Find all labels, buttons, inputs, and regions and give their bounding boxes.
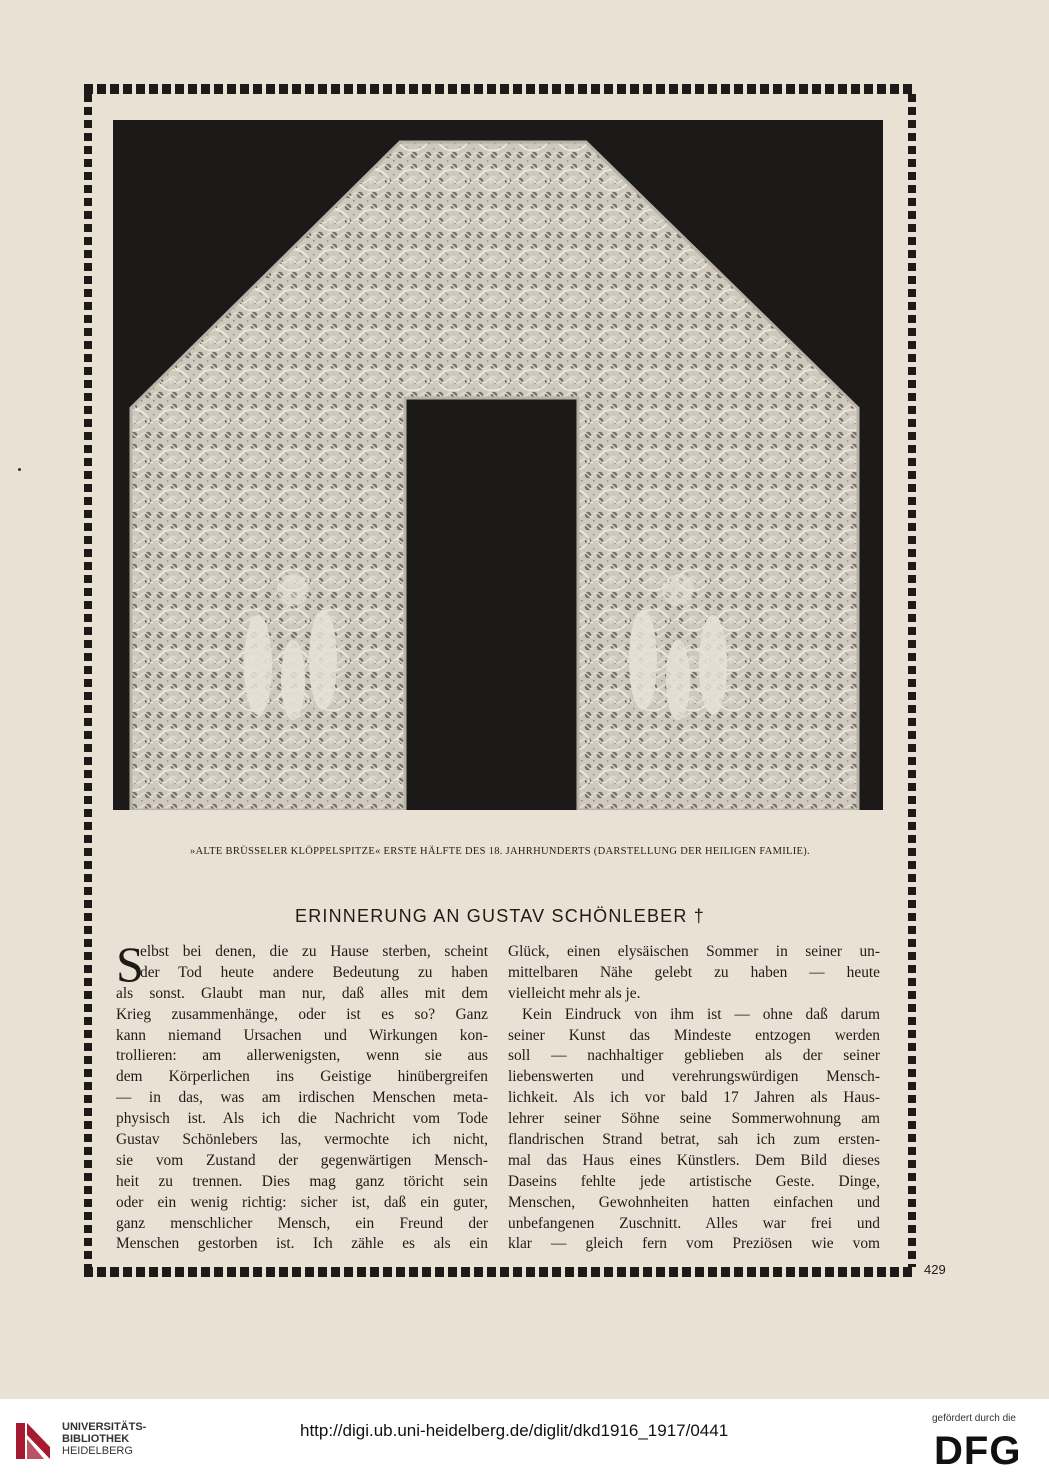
stray-mark: [18, 468, 21, 471]
text-line: oder ein wenig richtig: sicher ist, daß ein guter,: [116, 1193, 488, 1211]
figure-caption: »ALTE BRÜSSELER KLÖPPELSPITZE« ERSTE HÄLFTE DES 18. JAHRHUNDERTS (DARSTELLUNG DER HEILIGEN FAMILIE).: [190, 846, 810, 857]
text-line: liebenswerten und verehrungswürdigen Mensch-: [508, 1068, 880, 1086]
frame-bottom: [84, 1267, 916, 1277]
text-line: soll — nachhaltiger geblieben als der seiner: [508, 1047, 880, 1065]
funding-note: gefördert durch die: [932, 1413, 1016, 1424]
institution-line: HEIDELBERG: [62, 1445, 133, 1457]
text-line: trollieren: am allerwenigsten, wenn sie aus: [116, 1047, 488, 1065]
text-line: Daseins fehlte jede artistische Geste. Dinge,: [508, 1172, 880, 1190]
text-line: unbefangenen Zuschnitt. Alles war frei und: [508, 1214, 880, 1232]
text-line: kann niemand Ursachen und Wirkungen kon-: [116, 1026, 488, 1044]
frame-left: [84, 94, 92, 1267]
frame-right: [908, 94, 916, 1267]
text-line: Menschen, Gewohnheiten hatten einfachen und: [508, 1193, 880, 1211]
text-line: Menschen gestorben ist. Ich zähle es als ein: [116, 1235, 488, 1253]
text-line: flandrischen Strand betrat, sah ich zum ersten-: [508, 1131, 880, 1149]
text-line: lichkeit. Als ich vor bald 17 Jahren als Haus-: [508, 1089, 880, 1107]
text-line: ganz menschlicher Mensch, ein Freund der: [116, 1214, 488, 1232]
text-line: Krieg zusammenhänge, oder ist es so? Ganz: [116, 1005, 488, 1023]
university-library-logo-icon: [14, 1419, 54, 1467]
institution-line: UNIVERSITÄTS-: [62, 1421, 147, 1433]
text-line: seiner Kunst das Mindeste entzogen werden: [508, 1026, 880, 1044]
article-title: ERINNERUNG AN GUSTAV SCHÖNLEBER †: [294, 906, 705, 926]
text-line: Gustav Schönlebers las, vermochte ich nicht,: [116, 1131, 488, 1149]
text-line: elbst bei denen, die zu Hause sterben, scheint: [140, 943, 488, 960]
text-column-right: [508, 942, 880, 1255]
frame-top: [84, 84, 916, 94]
text-line: lehrer seiner Söhne seine Sommerwohnung am: [508, 1110, 880, 1128]
institution-line: BIBLIOTHEK: [62, 1433, 130, 1445]
drop-cap: S: [116, 936, 144, 992]
text-line: klar — gleich fern vom Preziösen wie vom: [508, 1235, 880, 1253]
text-column-left: [116, 936, 488, 1255]
text-line: vielleicht mehr als je.: [508, 984, 641, 1002]
lace-photograph: [113, 120, 883, 810]
university-library-name: [62, 1421, 146, 1457]
text-line: als sonst. Glaubt man nur, daß alles mit dem: [116, 984, 488, 1002]
text-line: heit zu trennen. Dies mag ganz töricht sein: [116, 1172, 488, 1190]
text-line: physisch ist. Als ich die Nachricht vom Tode: [116, 1110, 488, 1128]
text-line: Glück, einen elysäischen Sommer in seiner un-: [508, 943, 880, 960]
dfg-logo: DFG: [934, 1429, 1022, 1473]
page-number: 429: [924, 1262, 946, 1277]
lace-illustration: [113, 120, 883, 810]
text-line: sie vom Zustand der gegenwärtigen Mensch-: [116, 1151, 488, 1169]
source-url-link[interactable]: http://digi.ub.uni-heidelberg.de/diglit/dkd1916_1917/0441: [300, 1421, 729, 1440]
text-line: mittelbaren Nähe gelebt zu haben — heute: [508, 963, 880, 981]
text-line: Kein Eindruck von ihm ist — ohne daß darum: [522, 1005, 880, 1023]
text-line: dem Körperlichen ins Geistige hinübergreifen: [116, 1068, 488, 1086]
text-line: der Tod heute andere Bedeutung zu haben: [140, 963, 488, 981]
text-line: — in das, was am irdischen Menschen meta-: [116, 1089, 488, 1107]
text-line: mal das Haus eines Künstlers. Dem Bild dieses: [508, 1151, 880, 1169]
digitization-footer: [0, 1399, 1049, 1479]
